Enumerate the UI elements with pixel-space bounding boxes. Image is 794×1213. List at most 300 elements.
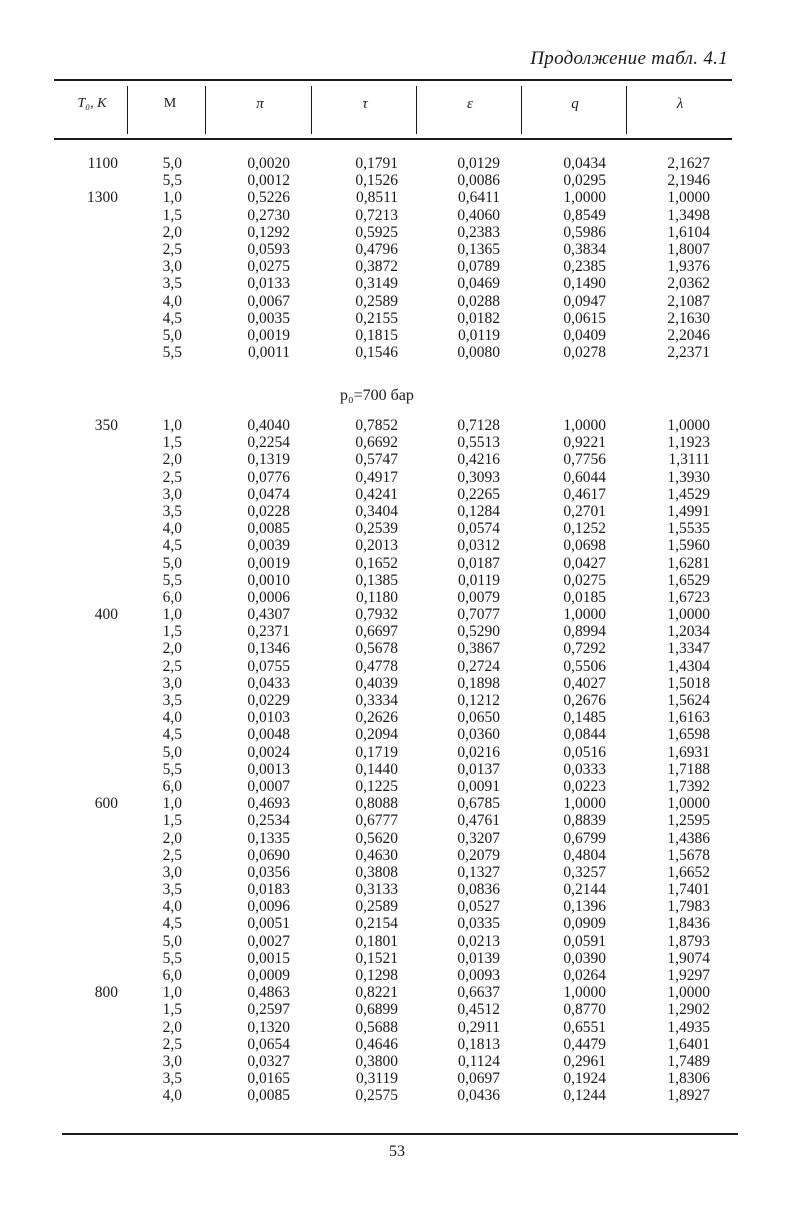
cell-epsilon: 0,1898: [457, 674, 500, 692]
header-divider: [127, 86, 128, 134]
cell-q: 1,0000: [563, 984, 606, 1002]
cell-mach: 4,0: [162, 898, 182, 916]
cell-tau: 0,4039: [355, 674, 398, 692]
table-row: [0, 675, 794, 692]
cell-lambda: 1,9297: [667, 967, 710, 984]
cell-lambda: 1,2034: [667, 623, 710, 641]
table-row: [0, 812, 794, 829]
cell-epsilon: 0,0335: [457, 915, 500, 933]
cell-mach: 1,5: [162, 812, 182, 830]
table-row: [0, 692, 794, 709]
cell-lambda: 1,0000: [667, 189, 710, 207]
cell-tau: 0,1521: [355, 949, 398, 967]
cell-pi: 0,2254: [247, 434, 290, 452]
cell-pi: 0,0433: [247, 674, 290, 692]
table-row: [0, 189, 794, 206]
table-body-section-2: [0, 417, 794, 1105]
cell-tau: 0,6777: [355, 812, 398, 830]
cell-lambda: 1,4304: [667, 657, 710, 675]
cell-pi: 0,0009: [247, 967, 290, 984]
cell-pi: 0,5226: [247, 189, 290, 207]
cell-epsilon: 0,0093: [457, 967, 500, 984]
cell-q: 0,1485: [563, 709, 606, 727]
cell-tau: 0,4917: [355, 468, 398, 486]
cell-lambda: 1,4529: [667, 485, 710, 503]
cell-mach: 5,5: [162, 571, 182, 589]
cell-lambda: 1,9376: [667, 258, 710, 276]
cell-pi: 0,2534: [247, 812, 290, 830]
table-row: [0, 950, 794, 967]
cell-pi: 0,1319: [247, 451, 290, 469]
cell-pi: 0,0015: [247, 949, 290, 967]
cell-q: 0,6044: [563, 468, 606, 486]
table-row: [0, 709, 794, 726]
header-divider: [311, 86, 312, 134]
cell-lambda: 1,7392: [667, 777, 710, 795]
cell-tau: 0,3334: [355, 692, 398, 709]
cell-tau: 0,5678: [355, 640, 398, 658]
cell-tau: 0,6692: [355, 434, 398, 452]
cell-pi: 0,0006: [247, 588, 290, 606]
cell-lambda: 1,5018: [667, 674, 710, 692]
cell-lambda: 1,5624: [667, 692, 710, 709]
cell-t0: 1300: [87, 189, 118, 207]
cell-epsilon: 0,1327: [457, 863, 500, 881]
cell-q: 0,2144: [563, 881, 606, 899]
cell-mach: 2,5: [162, 468, 182, 486]
cell-q: 0,0223: [563, 777, 606, 795]
cell-lambda: 1,6723: [667, 588, 710, 606]
table-row: [0, 172, 794, 189]
cell-tau: 0,2155: [355, 309, 398, 327]
cell-t0: 800: [94, 984, 118, 1002]
cell-lambda: 1,6652: [667, 863, 710, 881]
table-row: [0, 224, 794, 241]
cell-q: 0,0615: [563, 309, 606, 327]
pressure-subheading: p₀=700 бар: [340, 387, 414, 404]
table-row: [0, 1036, 794, 1053]
cell-epsilon: 0,2724: [457, 657, 500, 675]
cell-pi: 0,0165: [247, 1070, 290, 1088]
cell-lambda: 1,2595: [667, 812, 710, 830]
cell-epsilon: 0,0129: [457, 155, 500, 172]
cell-epsilon: 0,6785: [457, 795, 500, 813]
table-row: [0, 658, 794, 675]
cell-mach: 5,5: [162, 344, 182, 362]
cell-tau: 0,8088: [355, 795, 398, 813]
cell-q: 0,3834: [563, 240, 606, 258]
cell-tau: 0,4778: [355, 657, 398, 675]
cell-q: 1,0000: [563, 417, 606, 434]
cell-tau: 0,2094: [355, 726, 398, 744]
cell-mach: 5,0: [162, 554, 182, 572]
cell-pi: 0,0024: [247, 743, 290, 761]
cell-epsilon: 0,0086: [457, 172, 500, 190]
table-row: [0, 915, 794, 932]
cell-pi: 0,0327: [247, 1052, 290, 1070]
cell-pi: 0,4040: [247, 417, 290, 434]
cell-pi: 0,0654: [247, 1035, 290, 1053]
cell-q: 0,1490: [563, 275, 606, 293]
cell-q: 0,5506: [563, 657, 606, 675]
cell-epsilon: 0,0836: [457, 881, 500, 899]
cell-q: 0,0295: [563, 172, 606, 190]
cell-epsilon: 0,0079: [457, 588, 500, 606]
cell-tau: 0,2589: [355, 292, 398, 310]
cell-mach: 4,0: [162, 709, 182, 727]
cell-mach: 2,0: [162, 829, 182, 847]
cell-pi: 0,0690: [247, 846, 290, 864]
cell-pi: 0,0356: [247, 863, 290, 881]
cell-lambda: 1,5960: [667, 537, 710, 555]
cell-mach: 5,5: [162, 172, 182, 190]
cell-epsilon: 0,0119: [457, 326, 500, 344]
cell-lambda: 2,1087: [667, 292, 710, 310]
cell-t0: 600: [94, 795, 118, 813]
cell-epsilon: 0,2079: [457, 846, 500, 864]
cell-epsilon: 0,0360: [457, 726, 500, 744]
cell-epsilon: 0,0080: [457, 344, 500, 362]
cell-q: 0,4804: [563, 846, 606, 864]
cell-mach: 2,0: [162, 1018, 182, 1036]
cell-lambda: 1,3498: [667, 206, 710, 224]
table-top-rule: [54, 79, 732, 81]
cell-pi: 0,0133: [247, 275, 290, 293]
cell-lambda: 1,0000: [667, 417, 710, 434]
cell-lambda: 1,0000: [667, 606, 710, 624]
cell-mach: 1,0: [162, 795, 182, 813]
cell-epsilon: 0,6411: [457, 189, 500, 207]
cell-tau: 0,3404: [355, 502, 398, 520]
table-continuation-caption: Продолжение табл. 4.1: [530, 48, 728, 69]
cell-q: 0,0278: [563, 344, 606, 362]
cell-q: 0,8549: [563, 206, 606, 224]
cell-epsilon: 0,7077: [457, 606, 500, 624]
cell-tau: 0,2575: [355, 1087, 398, 1105]
table-row: [0, 864, 794, 881]
cell-pi: 0,0776: [247, 468, 290, 486]
cell-tau: 0,1440: [355, 760, 398, 778]
cell-q: 0,0698: [563, 537, 606, 555]
cell-t0: 350: [94, 417, 118, 434]
cell-mach: 3,0: [162, 1052, 182, 1070]
cell-q: 0,8770: [563, 1001, 606, 1019]
cell-lambda: 1,6598: [667, 726, 710, 744]
cell-tau: 0,3149: [355, 275, 398, 293]
cell-epsilon: 0,2911: [457, 1018, 500, 1036]
table-row: [0, 434, 794, 451]
cell-q: 0,0909: [563, 915, 606, 933]
cell-mach: 4,0: [162, 292, 182, 310]
cell-q: 0,2701: [563, 502, 606, 520]
cell-epsilon: 0,1284: [457, 502, 500, 520]
cell-mach: 1,0: [162, 189, 182, 207]
cell-epsilon: 0,0182: [457, 309, 500, 327]
cell-tau: 0,1719: [355, 743, 398, 761]
cell-lambda: 1,6529: [667, 571, 710, 589]
cell-mach: 2,0: [162, 640, 182, 658]
cell-epsilon: 0,0469: [457, 275, 500, 293]
cell-lambda: 2,0362: [667, 275, 710, 293]
table-row: [0, 451, 794, 468]
cell-mach: 2,0: [162, 451, 182, 469]
cell-lambda: 1,6104: [667, 223, 710, 241]
table-row: [0, 795, 794, 812]
table-row: [0, 1001, 794, 1018]
cell-q: 0,1244: [563, 1087, 606, 1105]
cell-mach: 1,5: [162, 434, 182, 452]
cell-pi: 0,0275: [247, 258, 290, 276]
cell-tau: 0,7932: [355, 606, 398, 624]
header-eps: ε: [467, 96, 473, 112]
cell-pi: 0,4307: [247, 606, 290, 624]
cell-q: 0,2961: [563, 1052, 606, 1070]
header-divider: [205, 86, 206, 134]
cell-epsilon: 0,3867: [457, 640, 500, 658]
cell-epsilon: 0,7128: [457, 417, 500, 434]
cell-q: 0,8839: [563, 812, 606, 830]
cell-t0: 1100: [87, 155, 118, 172]
cell-lambda: 1,3111: [668, 451, 710, 469]
cell-q: 0,1396: [563, 898, 606, 916]
cell-tau: 0,4646: [355, 1035, 398, 1053]
cell-q: 0,6551: [563, 1018, 606, 1036]
cell-q: 0,0275: [563, 571, 606, 589]
cell-tau: 0,1180: [355, 588, 398, 606]
cell-q: 0,0409: [563, 326, 606, 344]
cell-lambda: 1,9074: [667, 949, 710, 967]
table-bottom-rule: [62, 1133, 738, 1135]
table-row: [0, 744, 794, 761]
table-row: [0, 606, 794, 623]
cell-pi: 0,0020: [247, 155, 290, 172]
cell-pi: 0,0035: [247, 309, 290, 327]
cell-q: 0,0947: [563, 292, 606, 310]
cell-lambda: 1,4935: [667, 1018, 710, 1036]
cell-pi: 0,0096: [247, 898, 290, 916]
cell-mach: 5,0: [162, 155, 182, 172]
cell-q: 0,1252: [563, 520, 606, 538]
table-body-section-1: [0, 155, 794, 361]
cell-mach: 1,0: [162, 606, 182, 624]
table-row: [0, 155, 794, 172]
table-row: [0, 881, 794, 898]
table-row: [0, 761, 794, 778]
cell-pi: 0,0228: [247, 502, 290, 520]
cell-tau: 0,4630: [355, 846, 398, 864]
cell-lambda: 1,7401: [667, 881, 710, 899]
header-divider: [416, 86, 417, 134]
cell-pi: 0,1346: [247, 640, 290, 658]
table-row: [0, 520, 794, 537]
cell-mach: 6,0: [162, 588, 182, 606]
cell-epsilon: 0,0213: [457, 932, 500, 950]
cell-mach: 4,5: [162, 309, 182, 327]
cell-mach: 3,5: [162, 502, 182, 520]
table-row: [0, 984, 794, 1001]
table-row: [0, 726, 794, 743]
header-divider: [626, 86, 627, 134]
cell-lambda: 1,8793: [667, 932, 710, 950]
header-q: q: [571, 96, 579, 112]
cell-tau: 0,8511: [355, 189, 398, 207]
cell-lambda: 2,1946: [667, 172, 710, 190]
table-row: [0, 1087, 794, 1104]
table-row: [0, 555, 794, 572]
cell-tau: 0,3133: [355, 881, 398, 899]
cell-pi: 0,0048: [247, 726, 290, 744]
cell-pi: 0,4863: [247, 984, 290, 1002]
cell-q: 0,3257: [563, 863, 606, 881]
cell-pi: 0,0593: [247, 240, 290, 258]
table-row: [0, 275, 794, 292]
table-row: [0, 778, 794, 795]
cell-tau: 0,2013: [355, 537, 398, 555]
cell-lambda: 2,2371: [667, 344, 710, 362]
cell-tau: 0,4241: [355, 485, 398, 503]
cell-epsilon: 0,0091: [457, 777, 500, 795]
cell-epsilon: 0,0119: [457, 571, 500, 589]
cell-mach: 5,5: [162, 760, 182, 778]
table-row: [0, 589, 794, 606]
cell-tau: 0,3800: [355, 1052, 398, 1070]
table-row: [0, 847, 794, 864]
cell-pi: 0,0051: [247, 915, 290, 933]
cell-tau: 0,1815: [355, 326, 398, 344]
cell-epsilon: 0,0187: [457, 554, 500, 572]
table-row: [0, 933, 794, 950]
cell-mach: 2,0: [162, 223, 182, 241]
cell-mach: 1,5: [162, 1001, 182, 1019]
header-tau: τ: [362, 96, 368, 112]
cell-lambda: 1,5535: [667, 520, 710, 538]
cell-mach: 3,5: [162, 692, 182, 709]
cell-lambda: 2,1630: [667, 309, 710, 327]
cell-mach: 1,0: [162, 984, 182, 1002]
cell-epsilon: 0,1212: [457, 692, 500, 709]
cell-q: 0,4479: [563, 1035, 606, 1053]
table-row: [0, 310, 794, 327]
table-row: [0, 207, 794, 224]
cell-tau: 0,5620: [355, 829, 398, 847]
cell-epsilon: 0,0216: [457, 743, 500, 761]
cell-lambda: 1,8436: [667, 915, 710, 933]
cell-lambda: 1,5678: [667, 846, 710, 864]
cell-tau: 0,8221: [355, 984, 398, 1002]
cell-pi: 0,1320: [247, 1018, 290, 1036]
cell-tau: 0,1298: [355, 967, 398, 984]
cell-pi: 0,1292: [247, 223, 290, 241]
cell-mach: 2,5: [162, 657, 182, 675]
cell-lambda: 1,7489: [667, 1052, 710, 1070]
cell-pi: 0,1335: [247, 829, 290, 847]
header-pi: π: [256, 96, 264, 112]
cell-q: 0,8994: [563, 623, 606, 641]
cell-mach: 1,5: [162, 206, 182, 224]
cell-tau: 0,2589: [355, 898, 398, 916]
cell-tau: 0,3119: [355, 1070, 398, 1088]
table-header-rule: [54, 138, 732, 140]
cell-lambda: 1,7983: [667, 898, 710, 916]
cell-q: 0,4027: [563, 674, 606, 692]
cell-tau: 0,1546: [355, 344, 398, 362]
page-number: 53: [389, 1143, 405, 1160]
cell-q: 0,7292: [563, 640, 606, 658]
cell-pi: 0,0019: [247, 326, 290, 344]
table-row: [0, 327, 794, 344]
table-row: [0, 1070, 794, 1087]
header-t0: T₀, K: [77, 96, 107, 111]
table-row: [0, 503, 794, 520]
cell-tau: 0,6899: [355, 1001, 398, 1019]
table-row: [0, 258, 794, 275]
cell-q: 0,0516: [563, 743, 606, 761]
table-row: [0, 293, 794, 310]
cell-mach: 3,0: [162, 674, 182, 692]
cell-lambda: 1,6281: [667, 554, 710, 572]
cell-epsilon: 0,0139: [457, 949, 500, 967]
cell-epsilon: 0,4761: [457, 812, 500, 830]
cell-tau: 0,4796: [355, 240, 398, 258]
cell-q: 0,9221: [563, 434, 606, 452]
cell-epsilon: 0,0574: [457, 520, 500, 538]
cell-epsilon: 0,2383: [457, 223, 500, 241]
table-row: [0, 537, 794, 554]
cell-q: 0,1924: [563, 1070, 606, 1088]
cell-pi: 0,2371: [247, 623, 290, 641]
cell-tau: 0,7213: [355, 206, 398, 224]
cell-q: 0,0434: [563, 155, 606, 172]
cell-mach: 2,5: [162, 1035, 182, 1053]
cell-pi: 0,0067: [247, 292, 290, 310]
cell-lambda: 1,6931: [667, 743, 710, 761]
header-divider: [521, 86, 522, 134]
cell-pi: 0,0103: [247, 709, 290, 727]
table-row: [0, 572, 794, 589]
cell-t0: 400: [94, 606, 118, 624]
table-row: [0, 640, 794, 657]
cell-pi: 0,0085: [247, 1087, 290, 1105]
cell-epsilon: 0,4512: [457, 1001, 500, 1019]
cell-q: 1,0000: [563, 795, 606, 813]
cell-tau: 0,5747: [355, 451, 398, 469]
cell-q: 0,0264: [563, 967, 606, 984]
cell-epsilon: 0,1124: [457, 1052, 500, 1070]
cell-lambda: 1,3930: [667, 468, 710, 486]
cell-q: 0,0333: [563, 760, 606, 778]
cell-pi: 0,0011: [247, 344, 290, 362]
cell-lambda: 1,0000: [667, 984, 710, 1002]
cell-epsilon: 0,5290: [457, 623, 500, 641]
cell-mach: 3,0: [162, 485, 182, 503]
cell-epsilon: 0,0436: [457, 1087, 500, 1105]
cell-mach: 6,0: [162, 777, 182, 795]
cell-lambda: 1,8927: [667, 1087, 710, 1105]
cell-mach: 3,5: [162, 275, 182, 293]
cell-q: 0,0427: [563, 554, 606, 572]
cell-lambda: 1,6163: [667, 709, 710, 727]
cell-lambda: 1,4386: [667, 829, 710, 847]
cell-mach: 2,5: [162, 240, 182, 258]
cell-pi: 0,0012: [247, 172, 290, 190]
cell-epsilon: 0,5513: [457, 434, 500, 452]
cell-q: 0,2676: [563, 692, 606, 709]
cell-epsilon: 0,2265: [457, 485, 500, 503]
cell-q: 0,5986: [563, 223, 606, 241]
cell-lambda: 1,7188: [667, 760, 710, 778]
cell-lambda: 2,2046: [667, 326, 710, 344]
cell-epsilon: 0,1365: [457, 240, 500, 258]
